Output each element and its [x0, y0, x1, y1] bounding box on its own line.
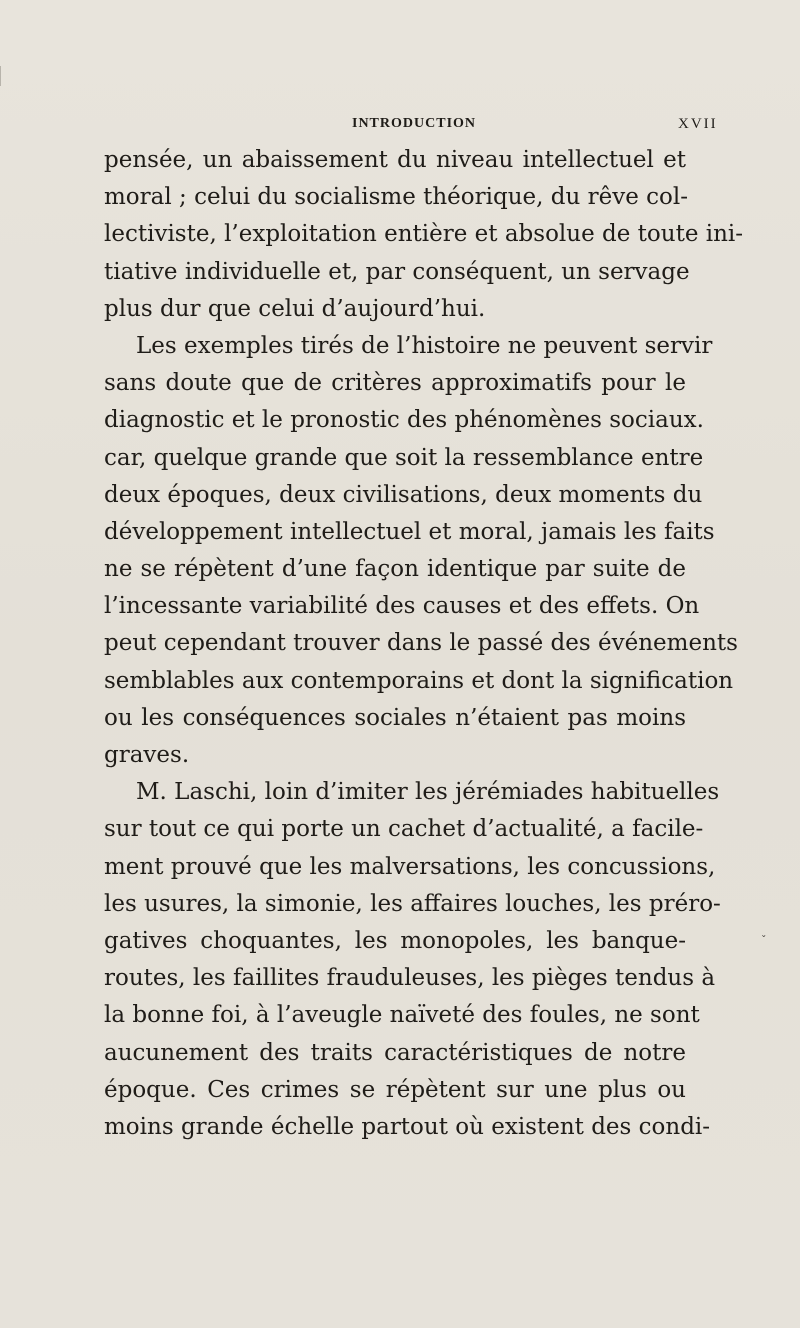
text-line: moral ; celui du socialisme théorique, du rêve col-: [104, 184, 688, 211]
text-line: aucunement des traits caractéristiques de notre: [104, 1039, 686, 1066]
text-line: tiative individuelle et, par conséquent, un servage: [104, 258, 690, 285]
running-title: INTRODUCTION: [352, 116, 477, 131]
text-line: ment prouvé que les malversations, les concussions,: [104, 853, 716, 880]
page-header: [0, 116, 800, 140]
text-line: la bonne foi, à l’aveugle naïveté des foules, ne sont: [104, 1002, 700, 1029]
text-line: les usures, la simonie, les affaires louches, les préro-: [104, 890, 721, 917]
text-line: peut cependant trouver dans le passé des événements: [104, 630, 738, 657]
text-line: M. Laschi, loin d’imiter les jérémiades habituelles: [136, 779, 720, 806]
text-line: l’incessante variabilité des causes et des effets. On: [104, 593, 700, 620]
text-line: ne se répètent d’une façon identique par suite de: [104, 556, 686, 583]
text-line: époque. Ces crimes se répètent sur une plus ou: [104, 1076, 686, 1103]
text-line: Les exemples tirés de l’histoire ne peuvent servir: [136, 332, 713, 359]
text-line: moins grande échelle partout où existent des condi-: [104, 1113, 711, 1140]
margin-mark: ˇ: [761, 934, 767, 947]
text-line: deux époques, deux civilisations, deux moments du: [104, 481, 703, 508]
text-line: car, quelque grande que soit la ressemblance entre: [104, 444, 704, 471]
text-line: lectiviste, l’exploitation entière et absolue de toute ini-: [104, 221, 744, 248]
text-line: diagnostic et le pronostic des phénomènes sociaux.: [104, 407, 704, 434]
text-line: sur tout ce qui porte un cachet d’actualité, a facile-: [104, 816, 704, 843]
text-line: plus dur que celui d’aujourd’hui.: [104, 295, 486, 322]
body-text: [104, 142, 744, 1146]
text-line: routes, les faillites frauduleuses, les pièges tendus à: [104, 965, 716, 992]
text-line: sans doute que de critères approximatifs pour le: [104, 370, 686, 397]
text-line: ou les conséquences sociales n’étaient pas moins: [104, 704, 686, 731]
text-line: semblables aux contemporains et dont la signification: [104, 667, 734, 694]
page-number: XVII: [678, 116, 718, 132]
text-line: gatives choquantes, les monopoles, les banque-: [104, 927, 686, 954]
text-line: graves.: [104, 742, 190, 768]
page-edge-mark: [0, 66, 7, 86]
text-line: développement intellectuel et moral, jamais les faits: [104, 518, 715, 545]
text-line: pensée, un abaissement du niveau intellectuel et: [104, 147, 686, 173]
